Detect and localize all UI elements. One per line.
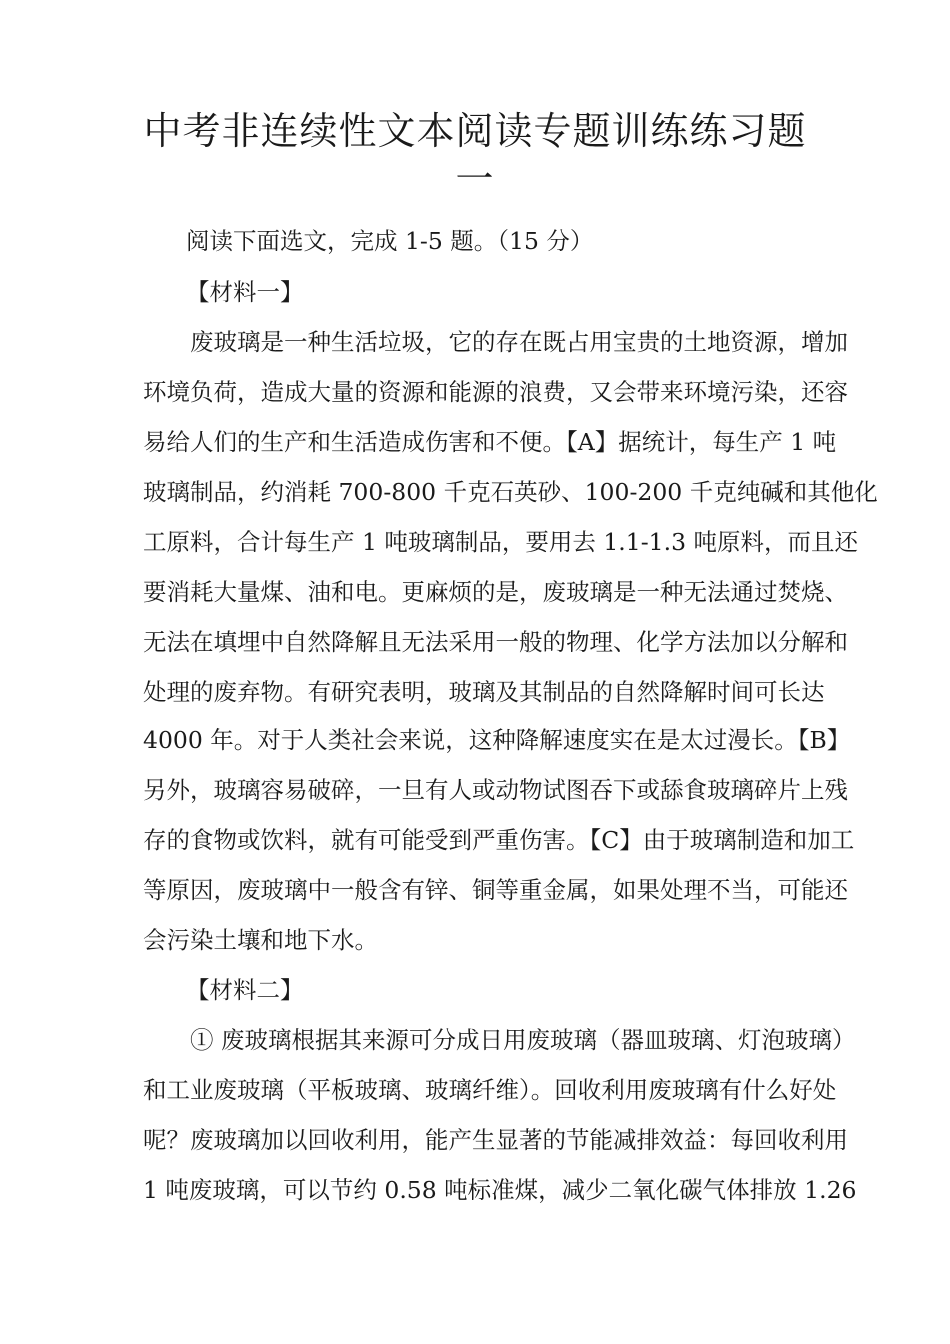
material2-line: ① 废玻璃根据其来源可分成日用废玻璃（器皿玻璃、灯泡玻璃） (190, 1026, 856, 1054)
document-title: 中考非连续性文本阅读专题训练练习题 (143, 109, 807, 153)
material1-line: 无法在填埋中自然降解且无法采用一般的物理、化学方法加以分解和 (143, 628, 848, 656)
material1-line: 废玻璃是一种生活垃圾，它的存在既占用宝贵的土地资源，增加 (190, 328, 848, 356)
instruction-text: 阅读下面选文，完成 1-5 题。（15 分） (186, 227, 594, 255)
material1-line: 等原因，废玻璃中一般含有锌、铜等重金属，如果处理不当，可能还 (143, 876, 848, 904)
material1-heading: 【材料一】 (186, 278, 304, 306)
material1-line: 处理的废弃物。有研究表明，玻璃及其制品的自然降解时间可长达 (143, 678, 825, 706)
material1-line: 玻璃制品，约消耗 700-800 千克石英砂、100-200 千克纯碱和其他化 (143, 478, 878, 506)
material2-line: 和工业废玻璃（平板玻璃、玻璃纤维）。回收利用废玻璃有什么好处 (143, 1076, 837, 1104)
material1-line: 工原料，合计每生产 1 吨玻璃制品，要用去 1.1-1.3 吨原料，而且还 (143, 528, 859, 556)
material2-line: 1 吨废玻璃，可以节约 0.58 吨标准煤，减少二氧化碳气体排放 1.26 (143, 1176, 857, 1204)
material1-line: 易给人们的生产和生活造成伤害和不便。【A】据统计，每生产 1 吨 (143, 428, 837, 456)
material1-line: 存的食物或饮料，就有可能受到严重伤害。【C】由于玻璃制造和加工 (143, 826, 855, 854)
material1-line: 要消耗大量煤、油和电。更麻烦的是，废玻璃是一种无法通过焚烧、 (143, 578, 848, 606)
material1-line: 环境负荷，造成大量的资源和能源的浪费，又会带来环境污染，还容 (143, 378, 848, 406)
material1-line: 另外，玻璃容易破碎，一旦有人或动物试图吞下或舔食玻璃碎片上残 (143, 776, 848, 804)
material1-line: 会污染土壤和地下水。 (143, 926, 378, 954)
material2-line: 呢？废玻璃加以回收利用，能产生显著的节能减排效益：每回收利用 (143, 1126, 848, 1154)
material1-line: 4000 年。对于人类社会来说，这种降解速度实在是太过漫长。【B】 (143, 726, 851, 754)
material2-heading: 【材料二】 (186, 976, 304, 1004)
document-title-continued: 一 (455, 157, 495, 201)
